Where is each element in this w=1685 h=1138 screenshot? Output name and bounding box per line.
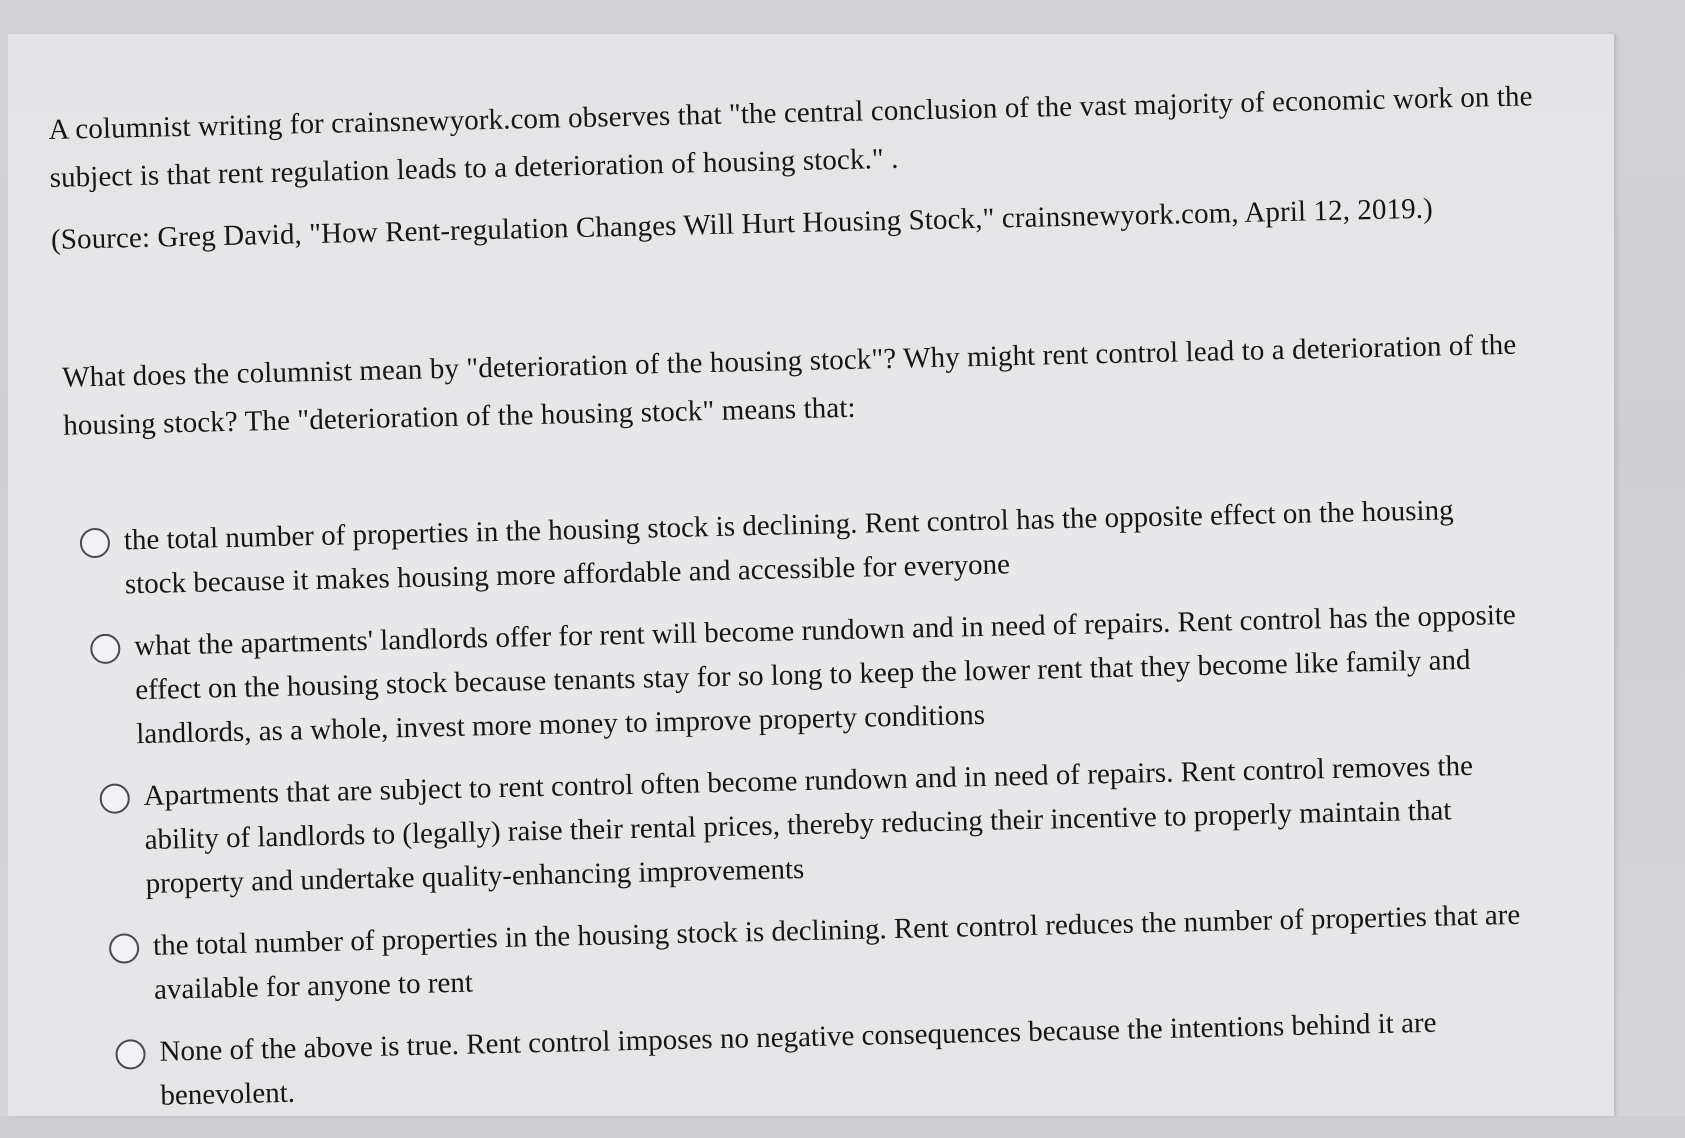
- answer-option-2[interactable]: [90, 593, 1533, 758]
- answer-options: [79, 485, 1630, 1120]
- answer-option-label[interactable]: the total number of properties in the housing stock is declining. Rent control reduces the number of properties that are available for anyone to rent: [152, 898, 1521, 1006]
- question-panel: [8, 34, 1616, 1116]
- answer-option-3[interactable]: [99, 742, 1542, 907]
- answer-option-label[interactable]: the total number of properties in the housing stock is declining. Rent control has the opposite effect on the housing stock because it makes housing more affordable and accessible for everyone: [123, 494, 1454, 601]
- answer-option-1[interactable]: [79, 487, 1521, 608]
- radio-button-icon[interactable]: [80, 528, 111, 559]
- radio-button-icon[interactable]: [109, 933, 140, 964]
- answer-option-label[interactable]: what the apartments' landlords offer for rent will become rundown and in need of repairs. Rent control has the opposite effect on the housing stock because tenants stay for so long to keep the lower rent that they become like family and landlords, as a whole, invest more money to improve property conditions: [133, 598, 1517, 751]
- radio-button-icon[interactable]: [115, 1039, 146, 1070]
- answer-option-label[interactable]: None of the above is true. Rent control imposes no negative consequences because the intentions behind it are benevolent.: [159, 1006, 1437, 1112]
- answer-option-4[interactable]: [109, 892, 1551, 1013]
- radio-button-icon[interactable]: [99, 783, 130, 814]
- radio-button-icon[interactable]: [90, 634, 121, 665]
- question-prompt: What does the columnist mean by "deterioration of the housing stock"? Why might rent control lead to a deterioration of the housing stock? The "deterioration of the housing stock" means that:: [61, 328, 1517, 442]
- passage-source: (Source: Greg David, "How Rent-regulation Changes Will Hurt Housing Stock," crainsnewyork.com, April 12, 2019.): [50, 192, 1434, 256]
- question-content: [48, 71, 1631, 1138]
- answer-option-label[interactable]: Apartments that are subject to rent control often become rundown and in need of repairs. Rent control removes the ability of landlords to (legally) raise their rental prices, thereby reducing their incentive to properly maintain that property and undertake quality-enhancing improvements: [143, 749, 1474, 900]
- answer-option-5[interactable]: [115, 998, 1557, 1119]
- passage-intro: A columnist writing for crainsnewyork.com observes that "the central conclusion of the vast majority of economic work on the subject is that rent regulation leads to a deterioration of housing stock." .: [48, 80, 1533, 194]
